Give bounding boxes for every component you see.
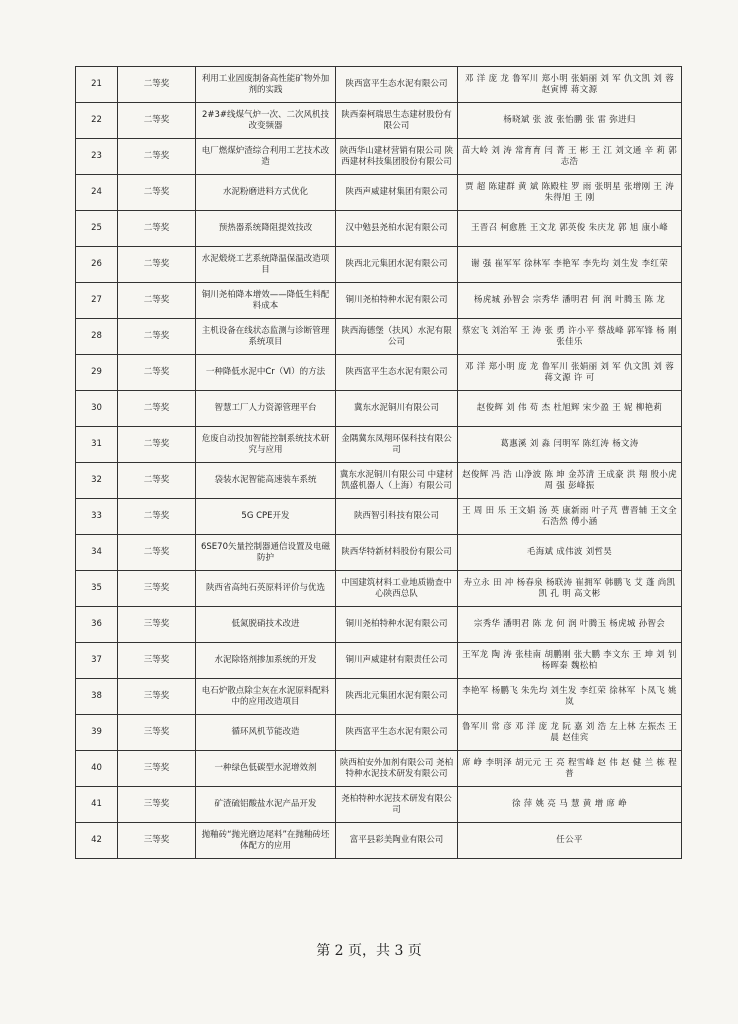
company-name: 陕西秦柯瑞思生态建材股份有限公司 [336, 103, 458, 139]
company-name: 铜川尧柏特种水泥有限公司 [336, 607, 458, 643]
award-level: 三等奖 [118, 607, 196, 643]
team-members: 谢 强 崔军军 徐林军 李艳军 李先均 刘生发 李红荣 [458, 247, 682, 283]
project-name: 预热器系统降阻提效技改 [196, 211, 336, 247]
project-name: 水泥除铬剂掺加系统的开发 [196, 643, 336, 679]
team-members: 邓 洋 庞 龙 鲁军川 郑小明 张娟丽 刘 军 仇文凯 刘 蓉 赵寅博 蒋文源 [458, 67, 682, 103]
row-number: 35 [76, 571, 118, 607]
table-row [76, 175, 682, 211]
company-name: 尧柏特种水泥技术研发有限公司 [336, 787, 458, 823]
award-level: 三等奖 [118, 679, 196, 715]
team-members: 李艳军 杨鹏飞 朱先均 刘生发 李红荣 徐林军 卜凤飞 姚 岚 [458, 679, 682, 715]
table-row [76, 463, 682, 499]
row-number: 28 [76, 319, 118, 355]
project-name: 2#3#线煤气炉一次、二次风机技改变频器 [196, 103, 336, 139]
team-members: 席 峥 李明泽 胡元元 王 亮 程雪峰 赵 伟 赵 健 兰 栋 程 普 [458, 751, 682, 787]
award-level: 二等奖 [118, 499, 196, 535]
table-row [76, 67, 682, 103]
company-name: 铜川尧柏特种水泥有限公司 [336, 283, 458, 319]
table-row [76, 355, 682, 391]
company-name: 陕西富平生态水泥有限公司 [336, 355, 458, 391]
team-members: 贾 超 陈建群 黄 斌 陈殿柱 罗 雨 张明星 张增刚 王 涛 朱得旭 王 刚 [458, 175, 682, 211]
company-name: 汉中勉县尧柏水泥有限公司 [336, 211, 458, 247]
project-name: 智慧工厂人力资源管理平台 [196, 391, 336, 427]
award-level: 二等奖 [118, 139, 196, 175]
row-number: 36 [76, 607, 118, 643]
company-name: 金隅冀东凤翔环保科技有限公司 [336, 427, 458, 463]
team-members: 任公平 [458, 823, 682, 859]
award-level: 三等奖 [118, 823, 196, 859]
project-name: 一种降低水泥中Cr（Ⅵ）的方法 [196, 355, 336, 391]
row-number: 38 [76, 679, 118, 715]
company-name: 陕西华特新材料股份有限公司 [336, 535, 458, 571]
award-table [75, 66, 682, 859]
table-row [76, 499, 682, 535]
team-members: 王军龙 陶 涛 张桂南 胡鹏刚 张大鹏 李文东 王 坤 刘 钊 杨晖秦 魏松柏 [458, 643, 682, 679]
team-members: 毛海斌 成伟波 刘哲昊 [458, 535, 682, 571]
row-number: 39 [76, 715, 118, 751]
row-number: 24 [76, 175, 118, 211]
row-number: 34 [76, 535, 118, 571]
row-number: 27 [76, 283, 118, 319]
table-row [76, 247, 682, 283]
award-level: 二等奖 [118, 67, 196, 103]
award-level: 二等奖 [118, 319, 196, 355]
award-level: 二等奖 [118, 247, 196, 283]
award-level: 二等奖 [118, 211, 196, 247]
row-number: 21 [76, 67, 118, 103]
row-number: 41 [76, 787, 118, 823]
project-name: 水泥煅烧工艺系统降温保温改造项目 [196, 247, 336, 283]
award-level: 三等奖 [118, 715, 196, 751]
award-level: 二等奖 [118, 283, 196, 319]
project-name: 低氮脱硝技术改进 [196, 607, 336, 643]
project-name: 危废自动投加智能控制系统技术研究与应用 [196, 427, 336, 463]
company-name: 陕西华山建材营销有限公司 陕西建材科技集团股份有限公司 [336, 139, 458, 175]
project-name: 铜川尧柏降本增效——降低生料配料成本 [196, 283, 336, 319]
team-members: 赵俊辉 刘 伟 苟 杰 杜旭辉 宋少盈 王 妮 柳艳莉 [458, 391, 682, 427]
row-number: 23 [76, 139, 118, 175]
company-name: 冀东水泥铜川有限公司 中建材凯盛机器人（上海）有限公司 [336, 463, 458, 499]
company-name: 中国建筑材料工业地质勘查中心陕西总队 [336, 571, 458, 607]
award-level: 二等奖 [118, 103, 196, 139]
table-row [76, 823, 682, 859]
row-number: 32 [76, 463, 118, 499]
team-members: 杨虎城 孙智会 宗秀华 潘明君 何 润 叶腾玉 陈 龙 [458, 283, 682, 319]
table-row [76, 679, 682, 715]
award-level: 三等奖 [118, 571, 196, 607]
table-row [76, 535, 682, 571]
award-level: 二等奖 [118, 355, 196, 391]
project-name: 电石炉散点除尘灰在水泥原料配料中的应用改造项目 [196, 679, 336, 715]
table-row [76, 211, 682, 247]
company-name: 冀东水泥铜川有限公司 [336, 391, 458, 427]
project-name: 电厂燃煤炉渣综合利用工艺技术改造 [196, 139, 336, 175]
project-name: 6SE70矢量控制器通信设置及电磁防护 [196, 535, 336, 571]
award-level: 二等奖 [118, 535, 196, 571]
award-table-body [76, 67, 682, 859]
row-number: 33 [76, 499, 118, 535]
row-number: 30 [76, 391, 118, 427]
award-level: 二等奖 [118, 463, 196, 499]
award-level: 三等奖 [118, 787, 196, 823]
project-name: 一种绿色低碳型水泥增效剂 [196, 751, 336, 787]
company-name: 陕西富平生态水泥有限公司 [336, 715, 458, 751]
table-row [76, 391, 682, 427]
table-row [76, 643, 682, 679]
team-members: 杨晓斌 张 波 张怡鹏 张 雷 弥进归 [458, 103, 682, 139]
team-members: 葛惠溪 刘 淼 闫明军 陈红涛 杨文涛 [458, 427, 682, 463]
team-members: 鲁军川 常 彦 邓 洋 庞 龙 阮 嘉 刘 浩 左上林 左振杰 王 晨 赵佳宾 [458, 715, 682, 751]
project-name: 矿渣硫铝酸盐水泥产品开发 [196, 787, 336, 823]
award-level: 二等奖 [118, 427, 196, 463]
award-table-container [75, 66, 682, 859]
team-members: 徐 萍 姚 亮 马 慧 黄 增 席 峥 [458, 787, 682, 823]
company-name: 陕西声威建材集团有限公司 [336, 175, 458, 211]
row-number: 31 [76, 427, 118, 463]
table-row [76, 607, 682, 643]
company-name: 陕西柏安外加剂有限公司 尧柏特种水泥技术研发有限公司 [336, 751, 458, 787]
table-row [76, 283, 682, 319]
company-name: 陕西北元集团水泥有限公司 [336, 247, 458, 283]
team-members: 邓 洋 郑小明 庞 龙 鲁军川 张娟丽 刘 军 仇文凯 刘 蓉 蒋文源 许 可 [458, 355, 682, 391]
table-row [76, 571, 682, 607]
row-number: 25 [76, 211, 118, 247]
team-members: 赵俊辉 冯 浩 山净波 陈 坤 金苏清 王成豪 洪 翔 殷小虎 周 强 彭峰振 [458, 463, 682, 499]
company-name: 富平县彩美陶业有限公司 [336, 823, 458, 859]
team-members: 蔡宏飞 刘治军 王 涛 张 勇 许小平 蔡战峰 郭军锋 杨 刚 张佳乐 [458, 319, 682, 355]
team-members: 王晋召 柯愈胜 王文龙 郭英俊 朱庆龙 郭 旭 康小峰 [458, 211, 682, 247]
project-name: 袋装水泥智能高速装车系统 [196, 463, 336, 499]
table-row [76, 787, 682, 823]
project-name: 水泥粉磨进料方式优化 [196, 175, 336, 211]
row-number: 22 [76, 103, 118, 139]
company-name: 陕西北元集团水泥有限公司 [336, 679, 458, 715]
table-row [76, 103, 682, 139]
project-name: 抛釉砖“抛光磨边尾料”在抛釉砖坯体配方的应用 [196, 823, 336, 859]
award-level: 二等奖 [118, 175, 196, 211]
table-row [76, 427, 682, 463]
team-members: 宗秀华 潘明君 陈 龙 何 润 叶腾玉 杨虎城 孙智会 [458, 607, 682, 643]
table-row [76, 715, 682, 751]
table-row [76, 751, 682, 787]
table-row [76, 319, 682, 355]
team-members: 王 周 田 乐 王文娟 汤 英 康新雨 叶子芃 曹晋辅 王文全 石浩然 傅小涵 [458, 499, 682, 535]
company-name: 陕西富平生态水泥有限公司 [336, 67, 458, 103]
project-name: 循环风机节能改造 [196, 715, 336, 751]
team-members: 苗大岭 刘 涛 常育育 闫 菁 王 彬 王 江 刘文通 辛 莉 郭志浩 [458, 139, 682, 175]
row-number: 37 [76, 643, 118, 679]
company-name: 铜川声威建材有限责任公司 [336, 643, 458, 679]
company-name: 陕西智引科技有限公司 [336, 499, 458, 535]
row-number: 29 [76, 355, 118, 391]
project-name: 5G CPE开发 [196, 499, 336, 535]
page-footer: 第 2 页，共 3 页 [316, 943, 422, 959]
project-name: 利用工业固废制备高性能矿物外加剂的实践 [196, 67, 336, 103]
row-number: 26 [76, 247, 118, 283]
company-name: 陕西海德堡（扶风）水泥有限公司 [336, 319, 458, 355]
row-number: 40 [76, 751, 118, 787]
project-name: 主机设备在线状态监测与诊断管理系统项目 [196, 319, 336, 355]
award-level: 三等奖 [118, 643, 196, 679]
award-level: 三等奖 [118, 751, 196, 787]
project-name: 陕西省高纯石英原料评价与优选 [196, 571, 336, 607]
award-level: 二等奖 [118, 391, 196, 427]
table-row [76, 139, 682, 175]
row-number: 42 [76, 823, 118, 859]
team-members: 寿立永 田 冲 杨春泉 杨联涛 崔拥军 韩鹏飞 艾 蓬 尚凯凯 孔 明 高文彬 [458, 571, 682, 607]
